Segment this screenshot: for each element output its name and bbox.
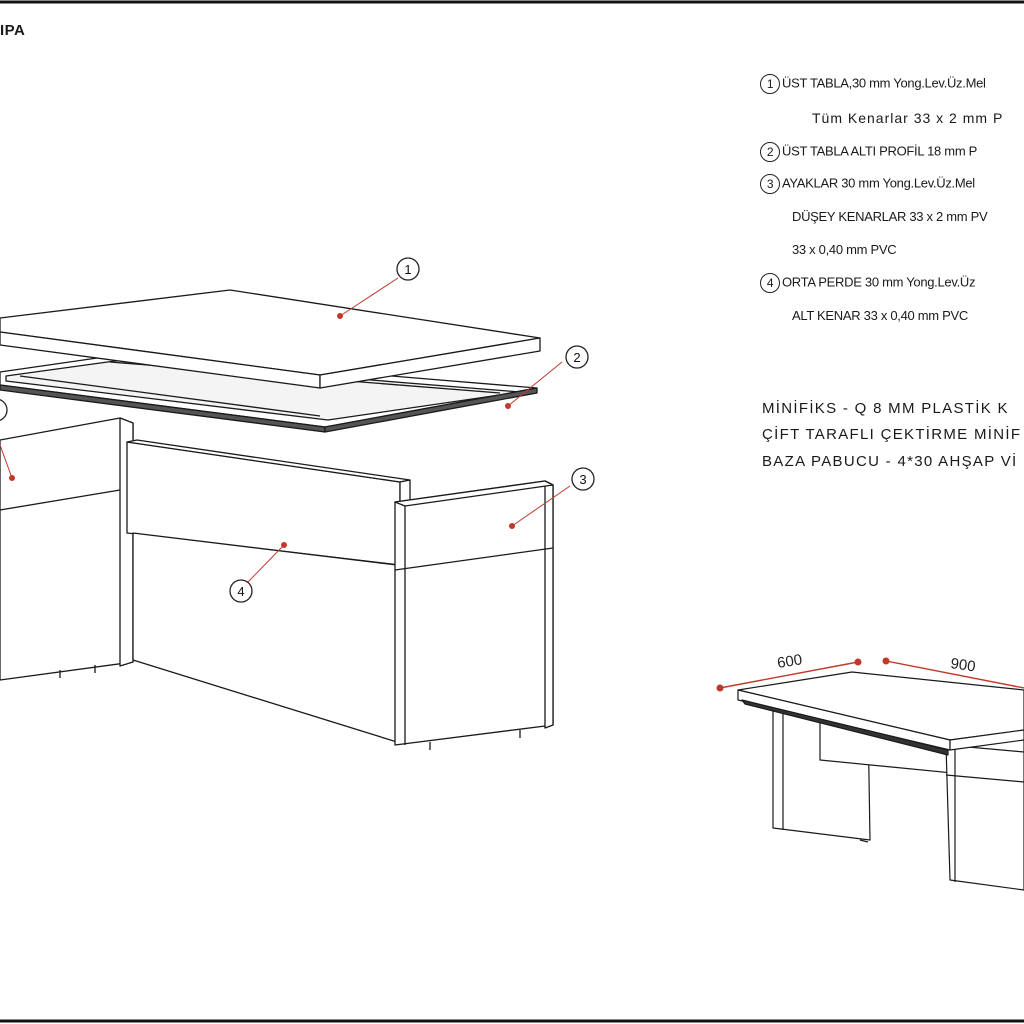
spec-line-6	[792, 242, 896, 257]
spec-text: ORTA PERDE 30 mm Yong.Lev.Üz	[782, 274, 976, 290]
spec-text: ÜST TABLA ALTI PROFİL 18 mm P	[782, 143, 978, 159]
spec-text: AYAKLAR 30 mm Yong.Lev.Üz.Mel	[782, 175, 975, 191]
spec-line-4	[760, 174, 975, 194]
spec-number: 1	[760, 74, 780, 94]
callout-1: 1	[404, 262, 412, 277]
assembled-view	[738, 672, 1024, 890]
hardware-note-2: ÇİFT TARAFLI ÇEKTİRME MİNİF	[762, 426, 1022, 443]
hardware-note-3: BAZA PABUCU - 4*30 AHŞAP Vİ	[762, 453, 1018, 470]
callout-4: 4	[237, 584, 245, 599]
spec-line-3	[760, 142, 977, 162]
spec-line-1	[760, 74, 986, 94]
spec-line-7	[760, 273, 975, 293]
spec-text: Tüm Kenarlar 33 x 2 mm P	[812, 110, 1004, 126]
dimension-width: 900	[949, 655, 977, 676]
hardware-note-1: MİNİFİKS - Q 8 MM PLASTİK K	[762, 400, 1009, 417]
spec-line-2	[812, 110, 1003, 126]
spec-number: 4	[760, 273, 780, 293]
spec-number: 3	[760, 174, 780, 194]
left-leg	[0, 418, 133, 680]
spec-text: DÜŞEY KENARLAR 33 x 2 mm PV	[792, 209, 988, 224]
spec-number: 2	[760, 142, 780, 162]
spec-line-5	[792, 209, 987, 224]
dimension-depth: 600	[775, 651, 804, 672]
spec-text: 33 x 0,40 mm PVC	[792, 242, 897, 257]
drawing-title: IPA	[0, 22, 26, 39]
right-leg	[395, 481, 553, 750]
spec-line-8	[792, 308, 968, 323]
spec-text: ÜST TABLA,30 mm Yong.Lev.Üz.Mel	[782, 75, 986, 91]
spec-text: ALT KENAR 33 x 0,40 mm PVC	[792, 308, 968, 323]
middle-panel	[127, 440, 410, 742]
exploded-view	[0, 290, 553, 750]
callout-2: 2	[573, 350, 581, 365]
callout-3: 3	[579, 472, 587, 487]
